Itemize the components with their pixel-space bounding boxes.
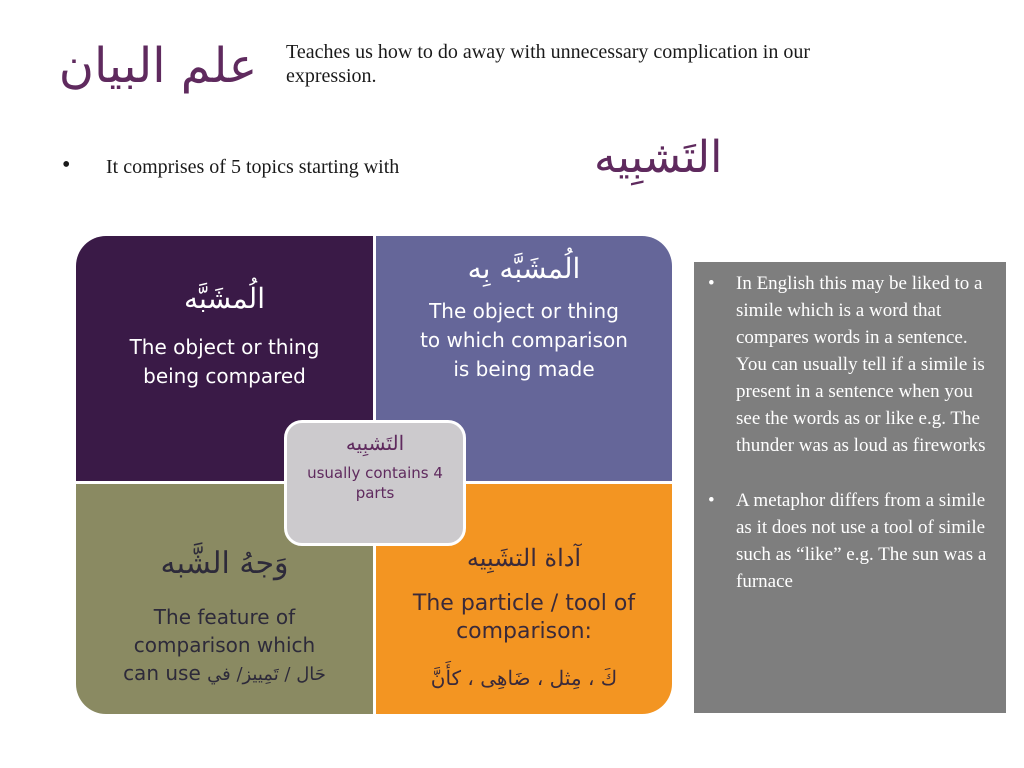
quadrant-wajh-shabah-arabic-options: حَال / تَمِييز/ في [207,664,326,685]
quadrant-wajh-shabah-text: The feature of comparison which [133,605,316,657]
intro-bullet [62,132,723,210]
quadrant-adat-tashbih-examples: كَ ، مِثل ، ضَاهِى ، كأَنَّ [430,666,618,690]
quadrant-mushabbah-bih-text: The object or thing to which comparison is being made [420,299,628,381]
quadrant-wajh-shabah-arabic: وَجهُ الشَّبه [160,546,289,581]
quadrant-mushabbah-text: The object or thing being compared [129,335,320,388]
bullet-dot-icon: • [62,152,71,178]
quadrant-adat-tashbih-text: The particle / tool of comparison: [412,591,636,644]
center-tashbih-box [284,420,466,546]
slide-subtitle: Teaches us how to do away with unnecessary complication in our expression. [286,41,811,87]
quadrant-mushabbah-arabic: الُمشَبَّه [184,282,265,315]
slide-title-arabic: علم البيان [58,38,258,94]
quadrant-wajh-shabah-can-use: can use [123,661,201,685]
center-tashbih-text: usually contains 4 parts [307,464,443,502]
quadrant-adat-tashbih-arabic: آداة التشَبِيه [466,544,582,572]
simile-notes-list [704,270,996,595]
quadrant-wajh-shabah-last-line [76,659,373,689]
intro-bullet-arabic: التَشبِيه [594,132,723,183]
simile-note-item: • In English this may be liked to a simile which is a word that compares words in a sentence. You can usually tell if a simile is present in a sentence when you see the words as or like e.g. The thunder was as loud as fireworks [704,270,996,459]
intro-bullet-text: It comprises of 5 topics starting with [106,156,400,178]
quadrant-mushabbah-bih-arabic: الُمشَبَّه بِه [467,252,581,285]
metaphor-note-item: • A metaphor differs from a simile as it does not use a tool of simile such as “like” e.g. The sun was a furnace [704,487,996,595]
center-tashbih-arabic: التَشبِيه [345,431,405,455]
simile-notes-box [694,262,1006,713]
